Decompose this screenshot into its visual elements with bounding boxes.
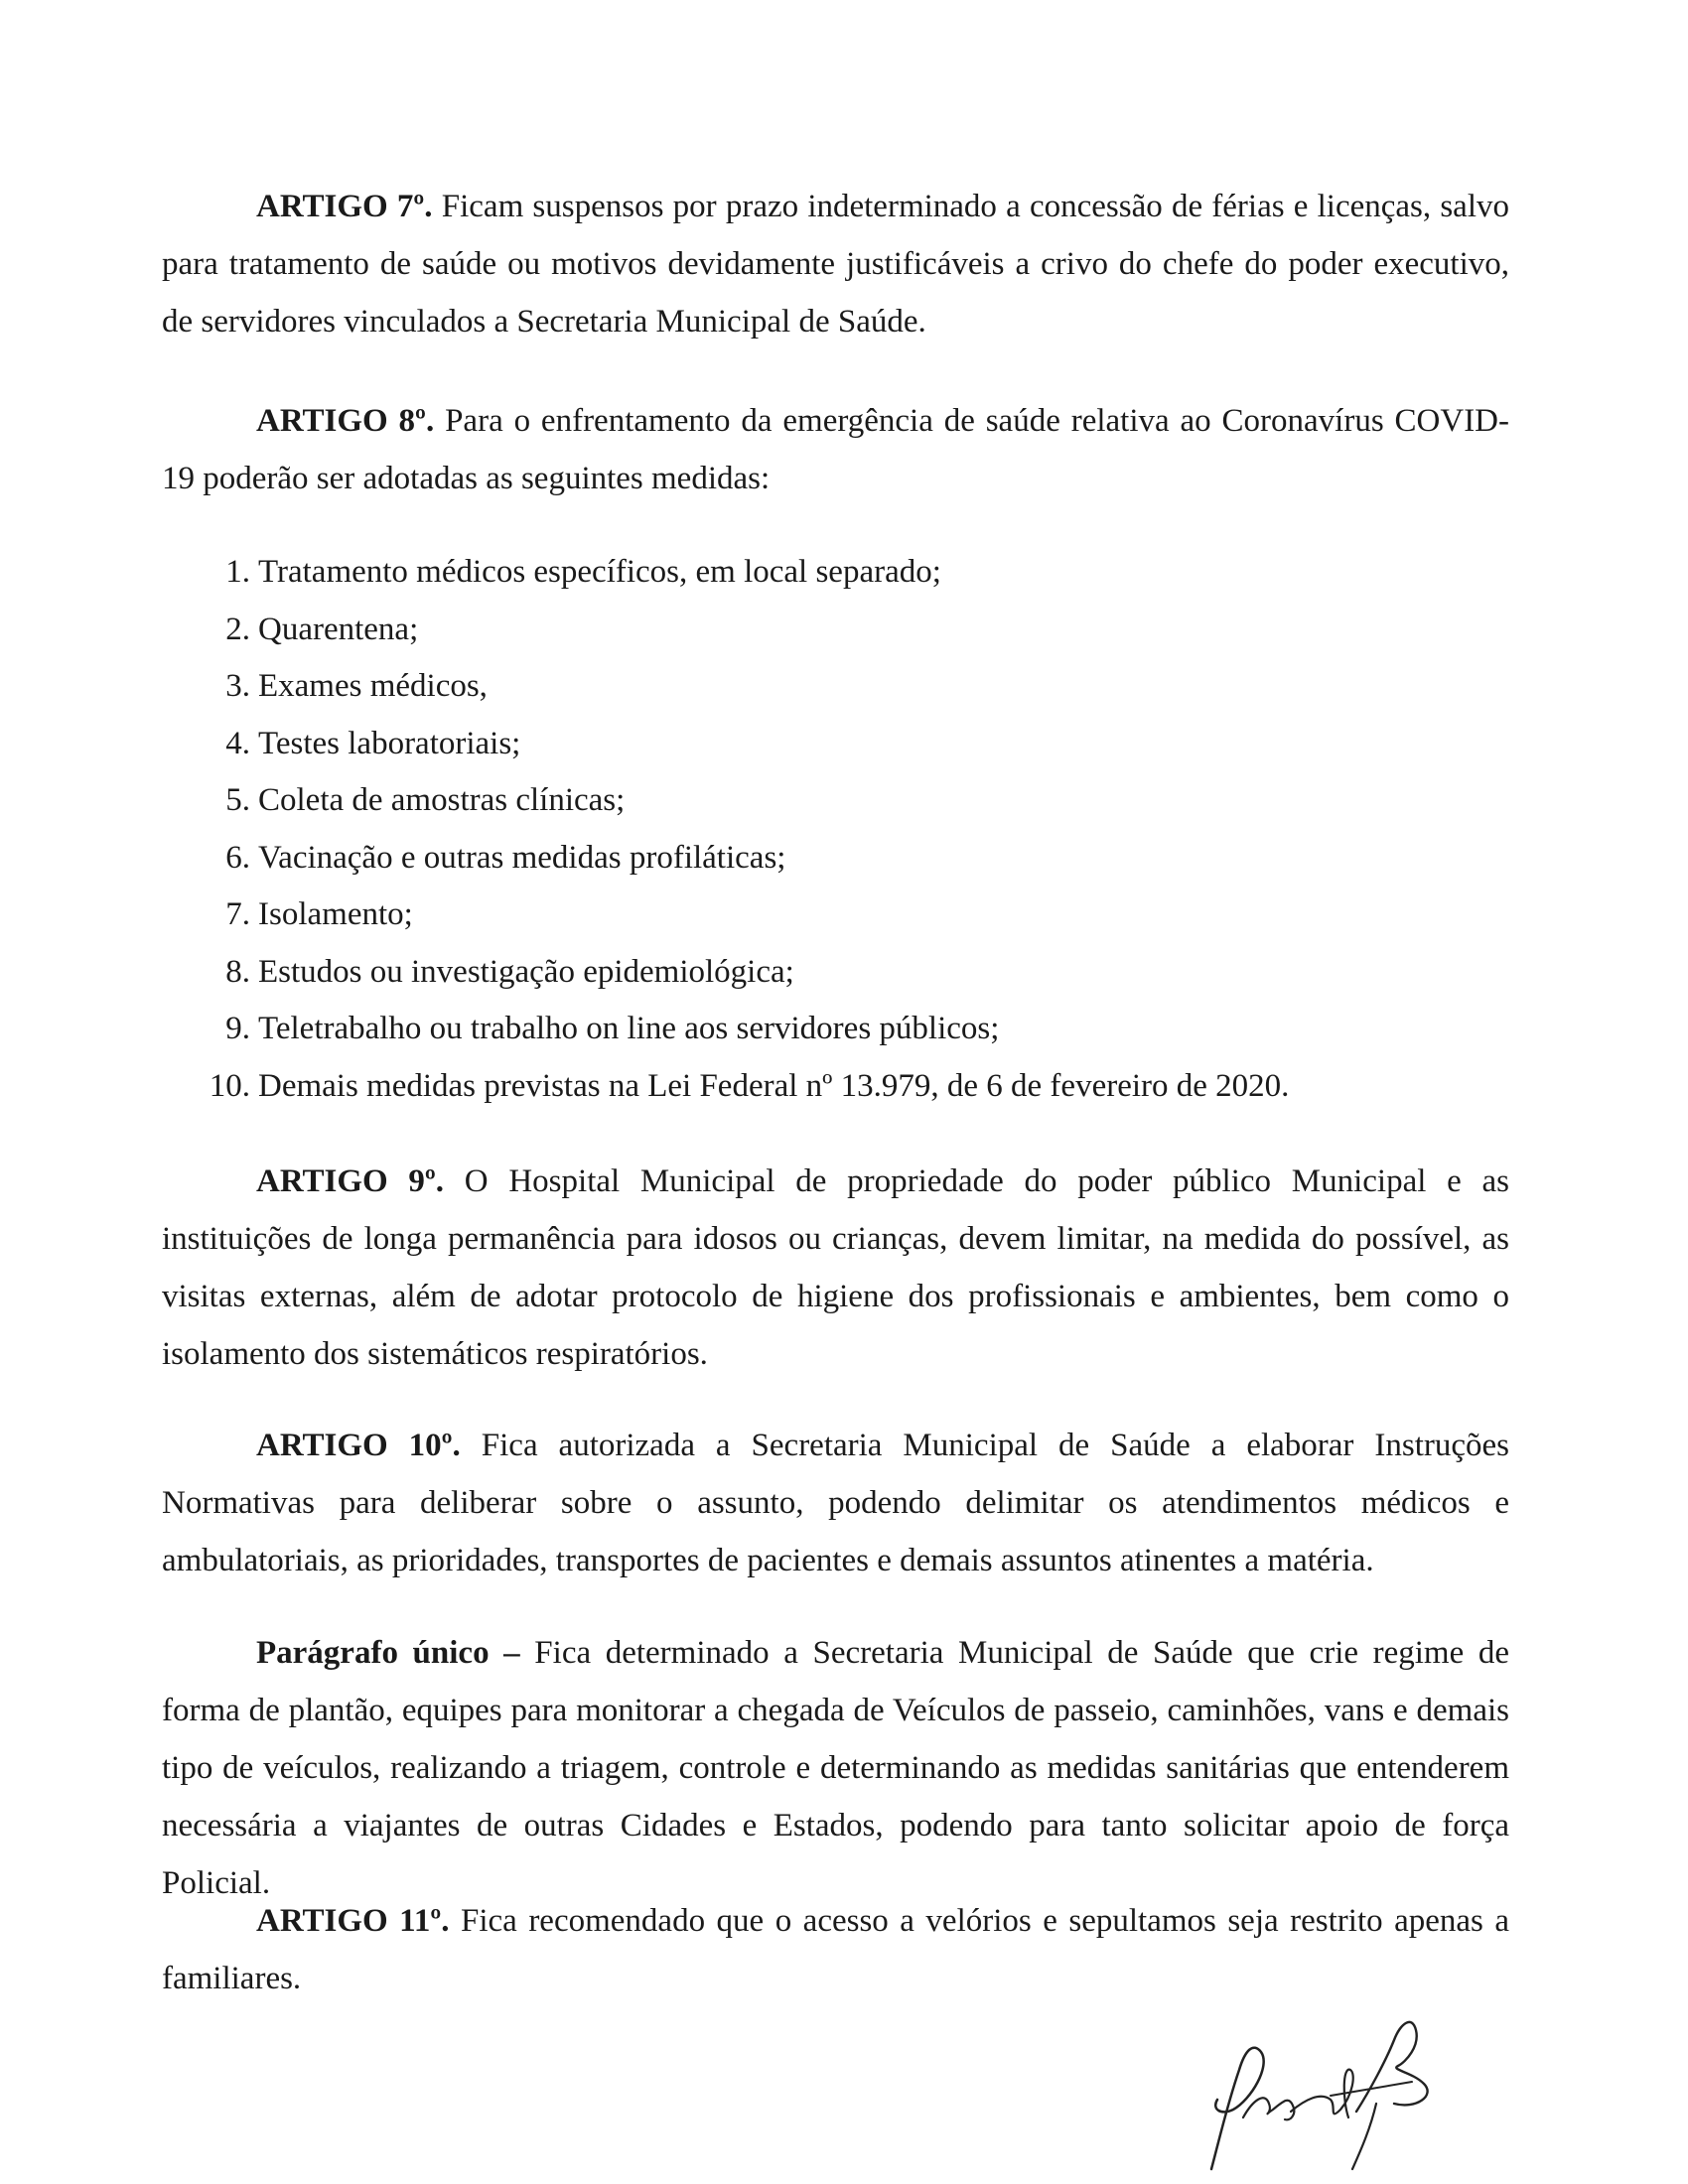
- sole-paragraph-label: Parágrafo único –: [256, 1635, 520, 1671]
- article-7-text: Ficam suspensos por prazo indeterminado a concessão de férias e licenças, salvo para tratamento de saúde ou motivos devidamente justificáveis a crivo do chefe do poder executivo, de servidores vinculados a Secretaria Municipal de Saúde.: [162, 189, 1509, 340]
- measures-list: [199, 544, 1289, 1115]
- article-11: [162, 1892, 1509, 2007]
- article-11-label: ARTIGO 11º.: [256, 1903, 450, 1939]
- sole-paragraph-text: Fica determinado a Secretaria Municipal de Saúde que crie regime de forma de plantão, equipes para monitorar a chegada de Veículos de passeio, caminhões, vans e demais tipo de veículos, realizando a triagem, controle e determinando as medidas sanitárias que entenderem necessária a viajantes de outras Cidades e Estados, podendo para tanto solicitar apoio de força Policial.: [162, 1635, 1509, 1901]
- article-7: [162, 178, 1509, 350]
- list-item: 4. Testes laboratoriais;: [225, 725, 521, 761]
- article-7-label: ARTIGO 7º.: [256, 189, 433, 224]
- handwritten-signature: [1182, 2000, 1460, 2174]
- list-item: 8. Estudos ou investigação epidemiológica;: [225, 953, 794, 990]
- article-9: [162, 1153, 1509, 1383]
- list-item: 5. Coleta de amostras clínicas;: [225, 782, 626, 818]
- list-item: 3. Exames médicos,: [225, 668, 488, 704]
- list-item: 10. Demais medidas previstas na Lei Federal nº 13.979, de 6 de fevereiro de 2020.: [209, 1067, 1290, 1104]
- article-10-text: Fica autorizada a Secretaria Municipal de Saúde a elaborar Instruções Normativas para deliberar sobre o assunto, podendo delimitar os atendimentos médicos e ambulatoriais, as prioridades, transportes de pacientes e demais assuntos atinentes a matéria.: [162, 1428, 1510, 1578]
- list-item: 6. Vacinação e outras medidas profiláticas;: [225, 839, 786, 876]
- list-item: 2. Quarentena;: [225, 611, 419, 647]
- sole-paragraph: [162, 1624, 1509, 1912]
- article-10-label: ARTIGO 10º.: [256, 1428, 461, 1463]
- list-item: 9. Teletrabalho ou trabalho on line aos servidores públicos;: [225, 1011, 1000, 1046]
- article-8-text: Para o enfrentamento da emergência de saúde relativa ao Coronavírus COVID-19 poderão ser adotadas as seguintes medidas:: [162, 403, 1510, 496]
- article-10: [162, 1417, 1509, 1589]
- article-8-label: ARTIGO 8º.: [256, 403, 435, 439]
- article-9-text: O Hospital Municipal de propriedade do poder público Municipal e as instituições de longa permanência para idosos ou crianças, devem limitar, na medida do possível, as visitas externas, além de adotar protocolo de higiene dos profissionais e ambientes, bem como o isolamento dos sistemáticos respiratórios.: [162, 1163, 1509, 1372]
- article-11-text: Fica recomendado que o acesso a velórios e sepultamos seja restrito apenas a familiares.: [162, 1903, 1510, 1996]
- article-9-label: ARTIGO 9º.: [256, 1163, 445, 1199]
- article-8: [162, 392, 1509, 507]
- list-item: 1. Tratamento médicos específicos, em local separado;: [225, 554, 941, 590]
- list-item: 7. Isolamento;: [225, 896, 413, 932]
